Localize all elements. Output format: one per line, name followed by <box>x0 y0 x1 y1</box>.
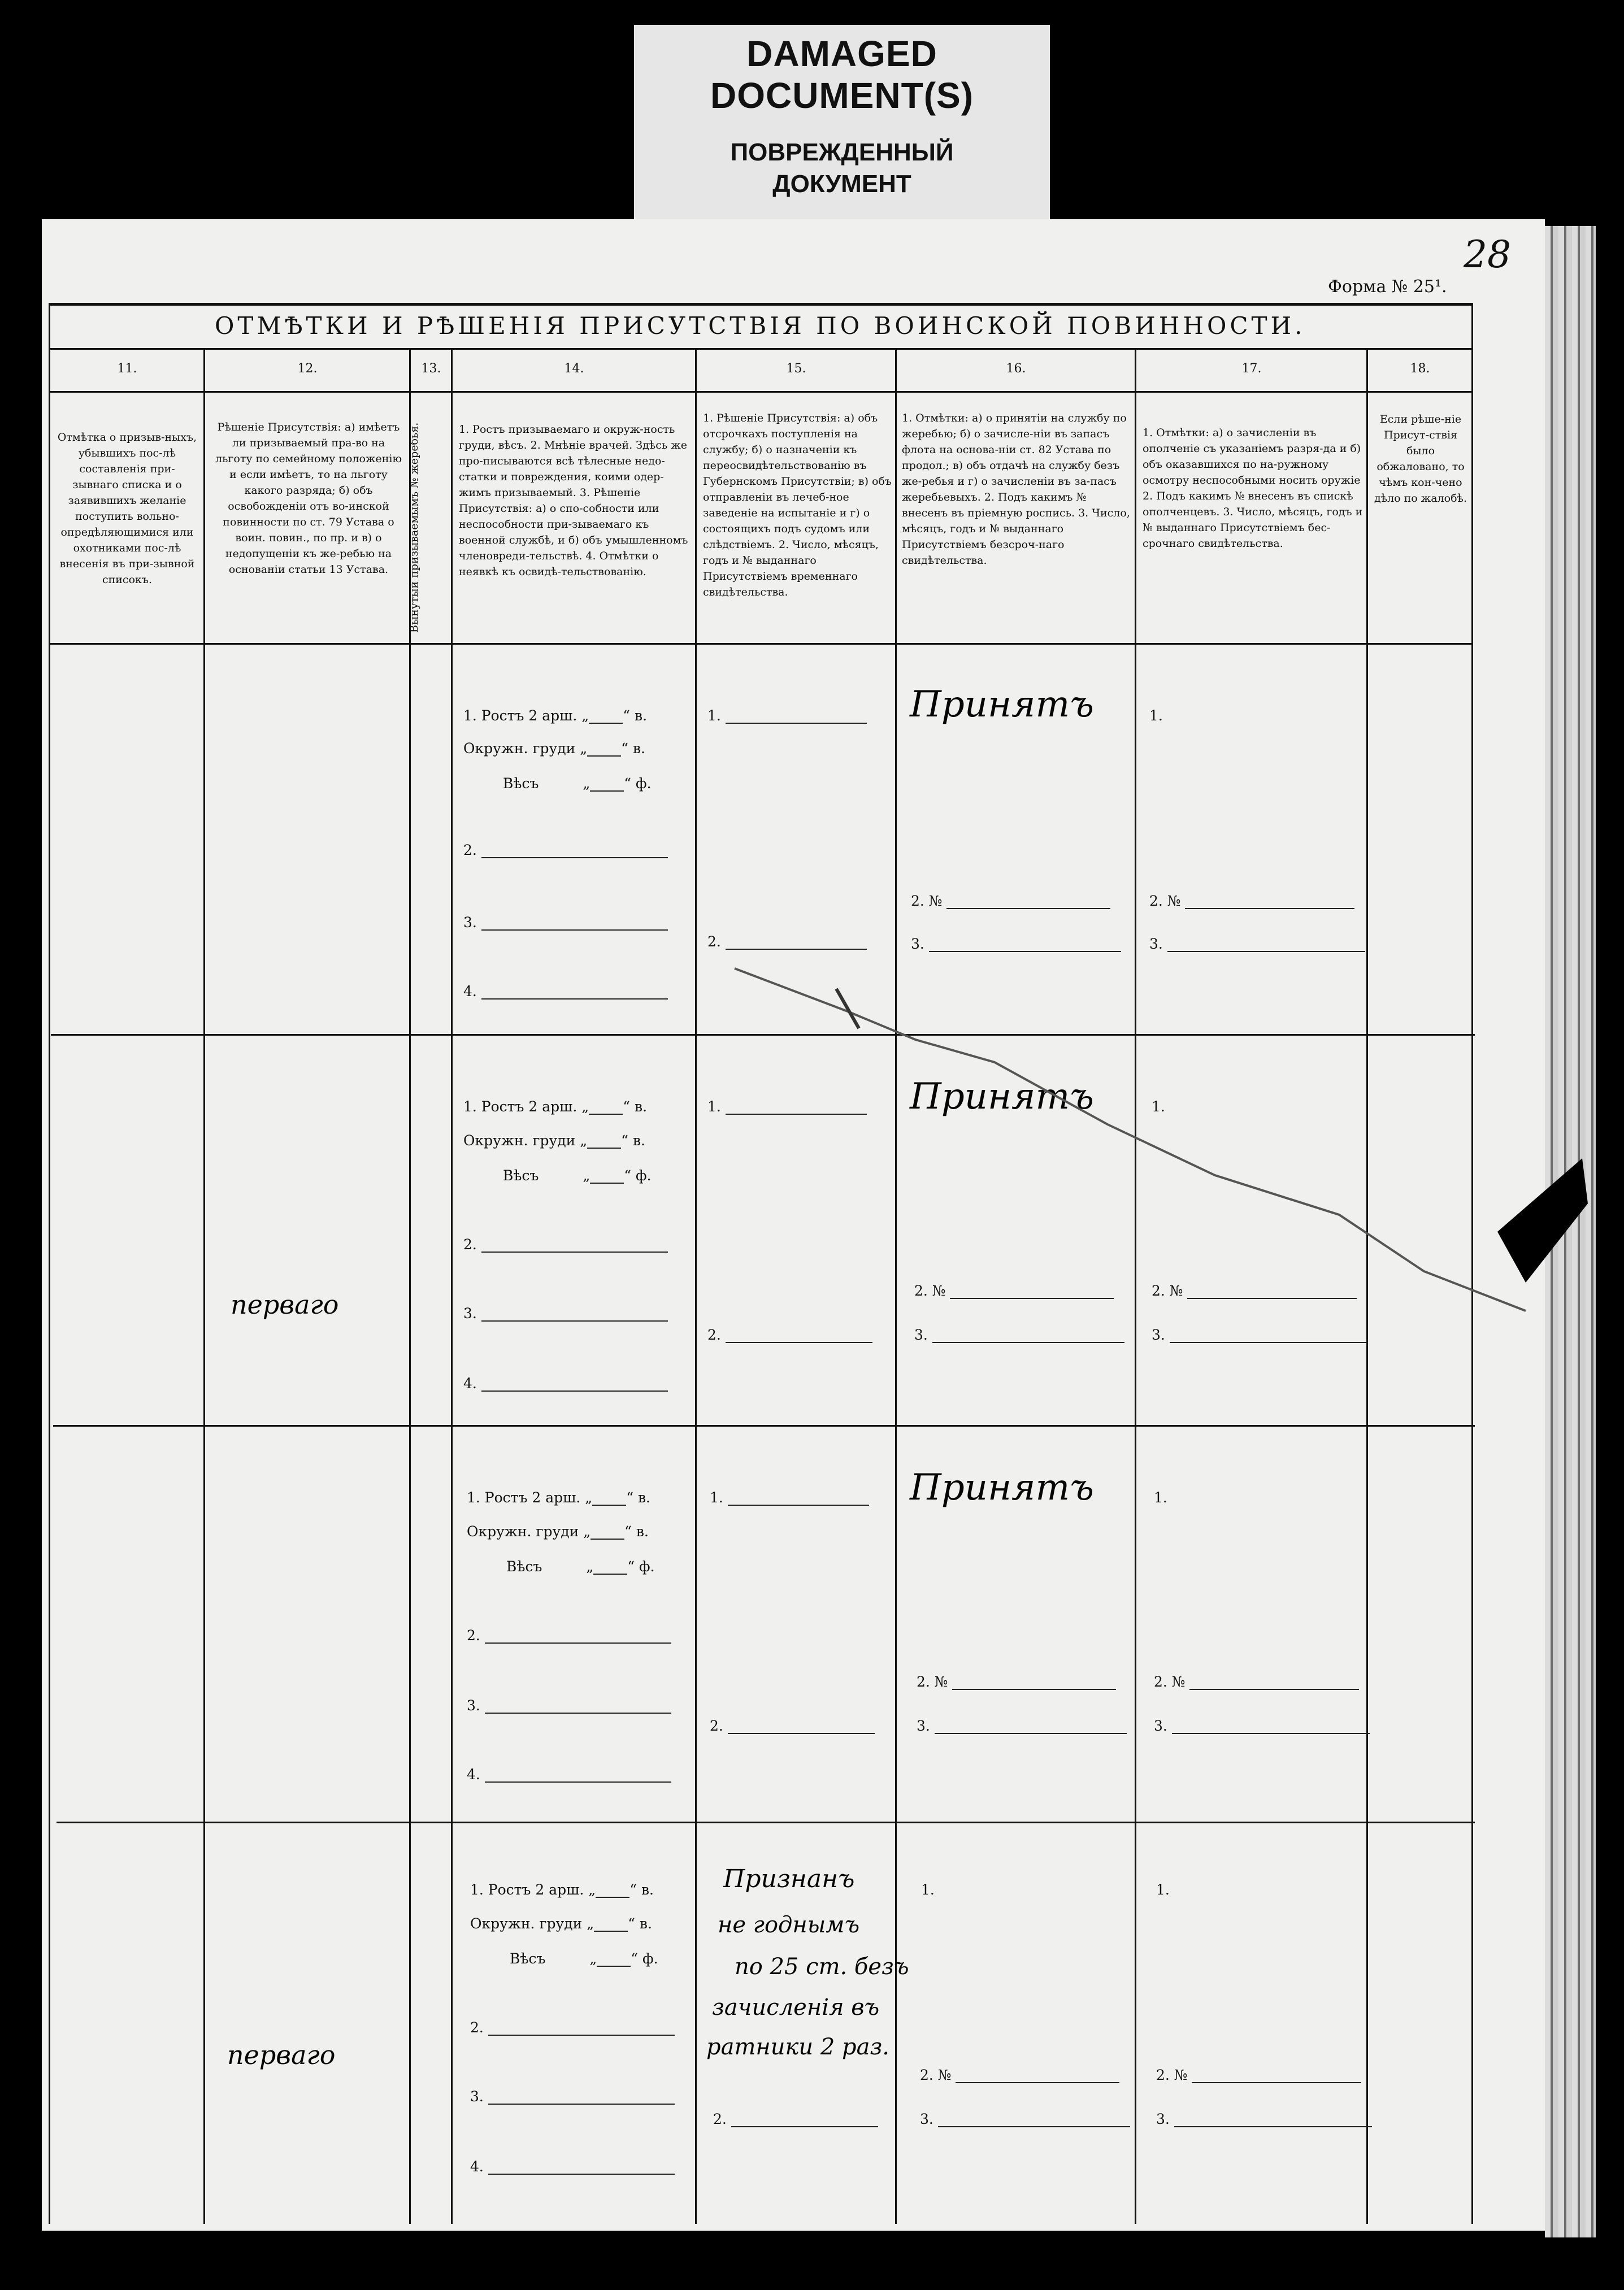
header-col-16: 1. Отмѣтки: а) о принятіи на службу по жеребью; б) о зачисле-ніи въ запасъ флота на основа-ніи ст. 82 Устава по продол.; в) объ отдачѣ на службу безъ же-ребья и г) о зачисленіи въ за-пасъ жеребьевыхъ. 2. Подъ какимъ № внесенъ въ пріемную роспись. 3. Число, мѣсяцъ, годъ и № выданнаго Присутствіемъ безсроч-наго свидѣтельства. <box>902 412 1130 567</box>
c16-no: 2. № <box>911 893 1110 909</box>
c17-no: 2. № <box>1149 893 1354 909</box>
c15-line-1: 1. <box>707 707 867 724</box>
line-2: 2. <box>463 842 668 858</box>
ruling-line-2: не годнымъ <box>718 1912 860 1938</box>
ruling-line-5: ратники 2 раз. <box>706 2034 890 2060</box>
weight-label: Вѣсъ „ “ ф. <box>510 1950 658 1967</box>
c15-line-1: 1. <box>707 1098 867 1115</box>
colnum-17: 17. <box>1241 362 1262 376</box>
chest-label: Окружн. груди „ “ в. <box>463 740 645 757</box>
header-col-11: Отмѣтка о призыв-ныхъ, убывшихъ пос-лѣ составленія при-зывнаго списка и о заявившихъ желаніе поступить вольно-опредѣляющимися или охотниками пос-лѣ внесенія въ при-зывной списокъ. <box>57 431 197 586</box>
c15-line-2: 2. <box>710 1718 875 1734</box>
c16-line-3: 3. <box>911 936 1121 952</box>
signature-accepted: Принятъ <box>910 684 1094 725</box>
line-2: 2. <box>467 1627 671 1644</box>
line-3: 3. <box>463 914 668 931</box>
c16-line-3: 3. <box>920 2111 1130 2127</box>
page-title: ОТМѢТКИ И РѢШЕНІЯ ПРИСУТСТВІЯ ПО ВОИНСКОЙ ПОВИННОСТИ. <box>215 312 1306 340</box>
page-number: 28 <box>1464 233 1511 276</box>
line-3: 3. <box>463 1305 668 1322</box>
line-2: 2. <box>470 2019 675 2036</box>
chest-label: Окружн. груди „ “ в. <box>470 1915 652 1932</box>
line-2: 2. <box>463 1236 668 1253</box>
ruling-line-3: по 25 ст. безъ <box>735 1954 909 1980</box>
weight-label: Вѣсъ „ “ ф. <box>506 1558 655 1575</box>
benefit-category: перваго <box>231 1289 339 1320</box>
header-col-12: Рѣшеніе Присутствія: а) имѣетъ ли призываемый пра-во на льготу по семейному положенію и если имѣетъ, то на льготу какого разряда; б) объ освобожденіи отъ во-инской повинности по ст. 79 Устава о воин. повин., по пр. и в) о недопущеніи къ же-ребью на основаніи статьи 13 Устава. <box>215 421 402 576</box>
height-label: 1. Ростъ 2 арш. „ “ в. <box>463 707 647 724</box>
c16-no: 2. № <box>914 1283 1114 1299</box>
chest-label: Окружн. груди „ “ в. <box>463 1132 645 1149</box>
stamp-line-2: DOCUMENT(S) <box>710 75 974 116</box>
header-col-14: 1. Ростъ призываемаго и окруж-ность груди, вѣсъ. 2. Мнѣніе врачей. Здѣсь же про-писываются всѣ тѣлесные недо-статки и повреждения, коими одер-жимъ призываемый. 3. Рѣшеніе Присутствія: а) о спо-собности или неспособности при-зываемаго къ военной службѣ, и б) объ умышленномъ членовреди-тельствѣ. 4. Отмѣтки о неявкѣ къ освидѣ-тельствованію. <box>459 423 688 578</box>
c17-line-3: 3. <box>1156 2111 1372 2127</box>
c15-line-1: 1. <box>710 1489 869 1506</box>
c17-line-3: 3. <box>1154 1718 1370 1734</box>
c17-no: 2. № <box>1152 1283 1357 1299</box>
c16-no: 2. № <box>917 1674 1116 1690</box>
signature-accepted: Принятъ <box>910 1076 1094 1118</box>
c15-line-2: 2. <box>707 933 867 950</box>
header-col-17: 1. Отмѣтки: а) о зачисленіи въ ополченіе съ указаніемъ разря-да и б) объ оказавшихся по на-ружному осмотру неспособными носить оружіе 2. Подъ какимъ № внесенъ въ спискѣ ополченцевъ. 3. Число, мѣсяцъ, годъ и № выданнаго Присутствіемъ бес-срочнаго свидѣтельства. <box>1143 427 1363 550</box>
colnum-11: 11. <box>117 362 137 376</box>
c17-line-1: 1. <box>1154 1489 1167 1506</box>
height-label: 1. Ростъ 2 арш. „ “ в. <box>470 1881 654 1898</box>
line-4: 4. <box>463 1375 668 1392</box>
ruling-line-1: Признанъ <box>723 1865 855 1893</box>
colnum-12: 12. <box>297 362 318 376</box>
benefit-category: перваго <box>227 2040 336 2070</box>
header-col-15: 1. Рѣшеніе Присутствія: а) объ отсрочкахъ поступленія на службу; б) о назначеніи къ переосвидѣтельствованію въ Губернскомъ Присутствіи; в) объ отправленіи въ лечеб-ное заведеніе на испытаніе и г) о состоящихъ подъ судомъ или слѣдствіемъ. 2. Число, мѣсяцъ, годъ и № выданнаго Присутствіемъ временнаго свидѣтельства. <box>703 412 892 598</box>
weight-label: Вѣсъ „ “ ф. <box>503 775 652 792</box>
c17-line-3: 3. <box>1152 1327 1367 1343</box>
colnum-14: 14. <box>564 362 584 376</box>
ruling-line-4: зачисленія въ <box>712 1994 880 2020</box>
line-3: 3. <box>470 2088 675 2105</box>
stamp-line-4: ДОКУМЕНТ <box>772 170 911 198</box>
c16-line-3: 3. <box>917 1718 1127 1734</box>
c16-line-3: 3. <box>914 1327 1124 1343</box>
header-col-18: Если рѣше-ніе Присут-ствія было обжаловано, то чѣмъ кон-чено дѣло по жалобѣ. <box>1374 413 1467 505</box>
line-4: 4. <box>467 1766 671 1783</box>
colnum-15: 15. <box>786 362 806 376</box>
form-label: Форма № 25¹. <box>1328 277 1447 297</box>
colnum-16: 16. <box>1006 362 1026 376</box>
height-label: 1. Ростъ 2 арш. „ “ в. <box>467 1489 650 1506</box>
c15-line-2: 2. <box>707 1327 872 1343</box>
colnum-13: 13. <box>421 362 441 376</box>
chest-label: Окружн. груди „ “ в. <box>467 1523 649 1540</box>
stamp-line-1: DAMAGED <box>746 33 937 74</box>
c17-line-1: 1. <box>1152 1098 1165 1115</box>
line-3: 3. <box>467 1697 671 1714</box>
line-4: 4. <box>463 983 668 1000</box>
c15-line-2: 2. <box>713 2111 878 2127</box>
height-label: 1. Ростъ 2 арш. „ “ в. <box>463 1098 647 1115</box>
header-col-13: Вынутый призываемымъ № жеребья. <box>408 422 420 633</box>
line-4: 4. <box>470 2158 675 2175</box>
signature-accepted: Принятъ <box>910 1467 1094 1509</box>
c16-line-1: 1. <box>921 1881 935 1898</box>
c17-no: 2. № <box>1154 1674 1359 1690</box>
c17-line-1: 1. <box>1156 1881 1170 1898</box>
weight-label: Вѣсъ „ “ ф. <box>503 1167 652 1184</box>
stamp-line-3: ПОВРЕЖДЕННЫЙ <box>730 138 954 166</box>
c17-line-1: 1. <box>1149 707 1163 724</box>
c17-line-3: 3. <box>1149 936 1365 952</box>
c17-no: 2. № <box>1156 2067 1361 2083</box>
c16-no: 2. № <box>920 2067 1119 2083</box>
colnum-18: 18. <box>1410 362 1430 376</box>
